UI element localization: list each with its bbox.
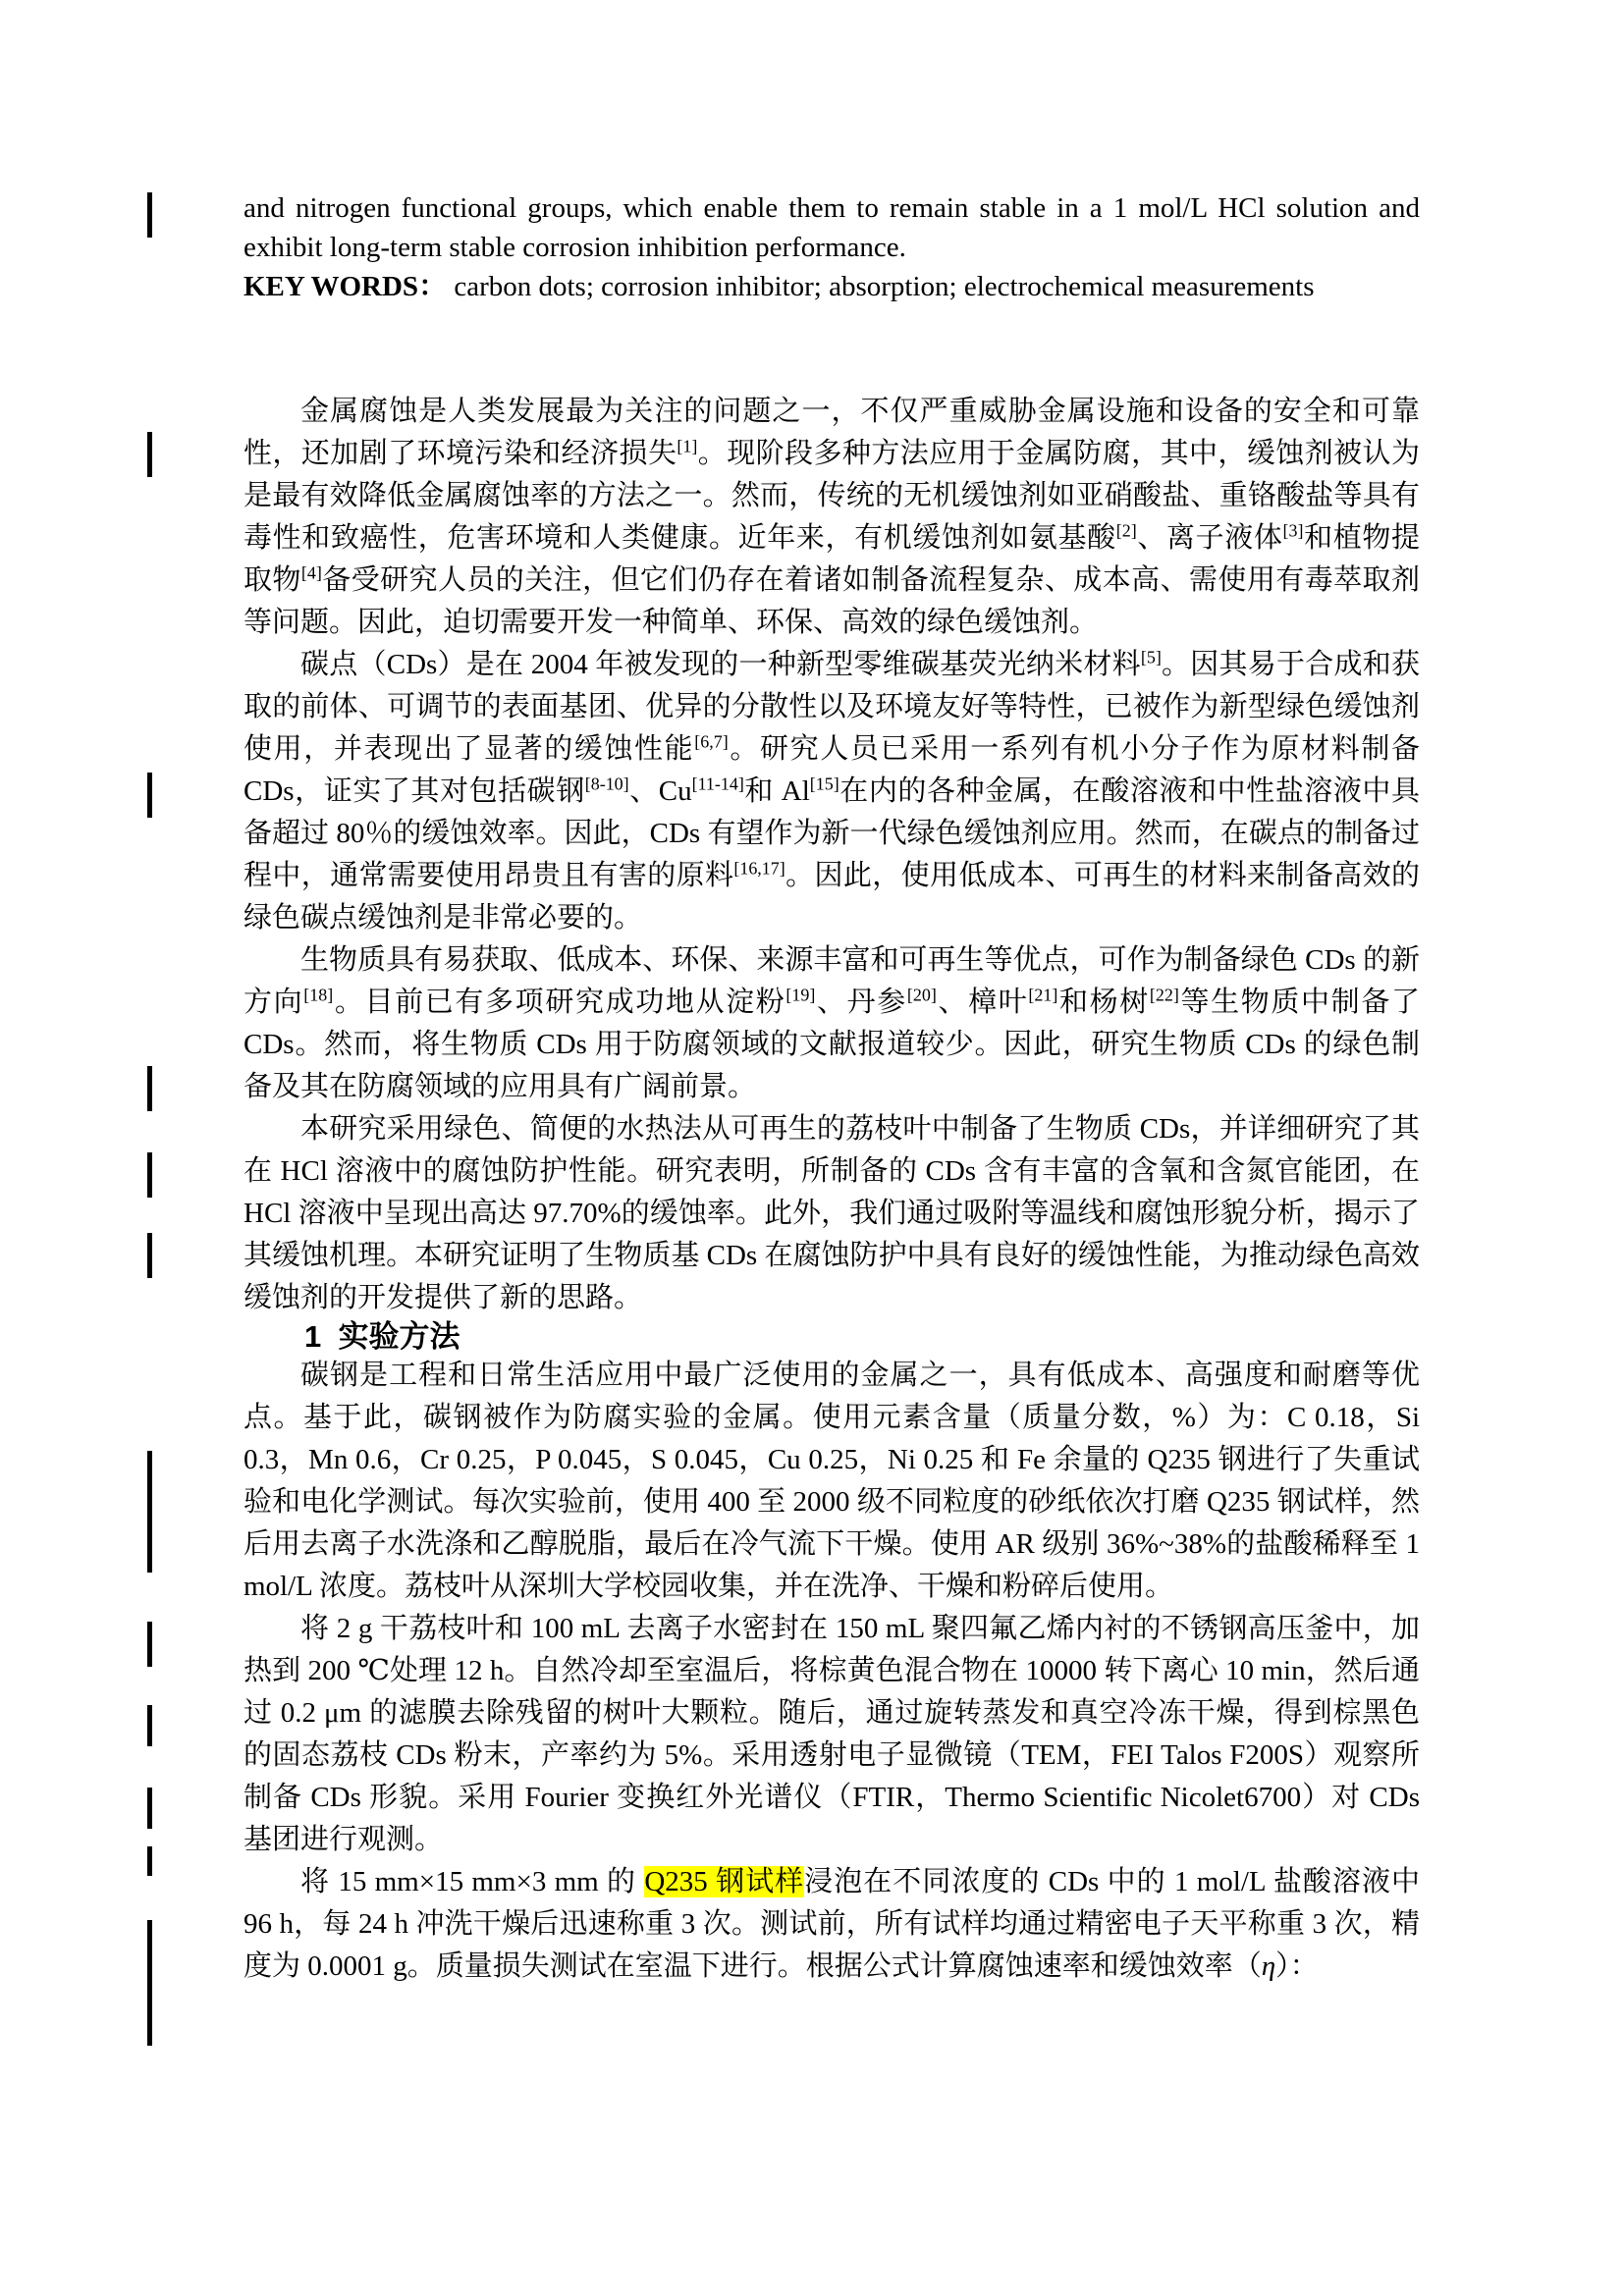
change-bar xyxy=(147,1233,152,1278)
paragraph-methods-1: 碳钢是工程和日常生活应用中最广泛使用的金属之一，具有低成本、高强度和耐磨等优点。基于此，碳钢被作为防腐实验的金属。使用元素含量（质量分数，%）为：C 0.18，Si 0.3，Mn 0.6，Cr 0.25，P 0.045，S 0.045，Cu 0.25，Ni 0.25 和 Fe 余量的 Q235 钢进行了失重试验和电化学测试。每次实验前，使用 400 至 2000 级不同粒度的砂纸依次打磨 Q235 钢试样，然后用去离子水洗涤和乙醇脱脂，最后在冷气流下干燥。使用 AR 级别 36%~38%的盐酸稀释至 1 mol/L 浓度。荔枝叶从深圳大学校园收集，并在洗净、干燥和粉碎后使用。 xyxy=(244,1360,1420,1602)
change-bar xyxy=(147,1066,152,1111)
keywords-text: carbon dots; corrosion inhibitor; absorption; electrochemical measurements xyxy=(454,271,1315,302)
citation-ref: [20] xyxy=(906,985,937,1005)
change-bar xyxy=(147,773,152,818)
paragraph-intro-2: 碳点（CDs）是在 2004 年被发现的一种新型零维碳基荧光纳米材料[5]。因其易于合成和获取的前体、可调节的表面基团、优异的分散性以及环境友好等特性，已被作为新型绿色缓蚀剂使用，并表现出了显著的缓蚀性能[6,7]。研究人员已采用一系列有机小分子作为原材料制备 CDs，证实了其对包括碳钢[8-10]、Cu[11-14]和 Al[15]在内的各种金属，在酸溶液和中性盐溶液中具备超过 80％的缓蚀效率。因此，CDs 有望作为新一代绿色缓蚀剂应用。然而，在碳点的制备过程中，通常需要使用昂贵且有害的原料[16,17]。因此，使用低成本、可再生的材料来制备高效的绿色碳点缓蚀剂是非常必要的。 xyxy=(244,647,1420,934)
change-bar xyxy=(147,1622,152,1667)
paragraph-methods-2: 将 2 g 干荔枝叶和 100 mL 去离子水密封在 150 mL 聚四氟乙烯内衬的不锈钢高压釜中，加热到 200 ℃处理 12 h。自然冷却至室温后，将棕黄色混合物在 10000 转下离心 10 min，然后通过 0.2 μm 的滤膜去除残留的树叶大颗粒。随后，通过旋转蒸发和真空冷冻干燥，得到棕黑色的固态荔枝 CDs 粉末，产率约为 5%。采用透射电子显微镜（TEM，FEI Talos F200S）观察所制备 CDs 形貌。采用 Fourier 变换红外光谱仪（FTIR，Thermo Scientific Nicolet6700）对 CDs 基团进行观测。 xyxy=(244,1613,1420,1855)
abstract-tail-text: and nitrogen functional groups, which enable them to remain stable in a 1 mol/L HCl solution and exhibit long-term stable corrosion inhibition performance. xyxy=(244,192,1420,263)
keywords-line xyxy=(244,267,1420,306)
citation-ref: [6,7] xyxy=(694,731,729,752)
paragraph-intro-4: 本研究采用绿色、简便的水热法从可再生的荔枝叶中制备了生物质 CDs，并详细研究了其在 HCl 溶液中的腐蚀防护性能。研究表明，所制备的 CDs 含有丰富的含氧和含氮官能团，在 HCl 溶液中呈现出高达 97.70%的缓蚀率。此外，我们通过吸附等温线和腐蚀形貌分析，揭示了其缓蚀机理。本研究证明了生物质基 CDs 在腐蚀防护中具有良好的缓蚀性能，为推动绿色高效缓蚀剂的开发提供了新的思路。 xyxy=(244,1113,1420,1313)
paragraph-methods-3: 将 15 mm×15 mm×3 mm 的 Q235 钢试样浸泡在不同浓度的 CDs 中的 1 mol/L 盐酸溶液中 96 h，每 24 h 冲洗干燥后迅速称重 3 次。测试前，所有试样均通过精密电子天平称重 3 次，精度为 0.0001 g。质量损失测试在室温下进行。根据公式计算腐蚀速率和缓蚀效率（η）： xyxy=(244,1866,1420,1982)
citation-ref: [2] xyxy=(1115,520,1137,541)
highlighted-text: Q235 钢试样 xyxy=(644,1866,805,1897)
citation-ref: [4] xyxy=(300,562,322,583)
change-bar xyxy=(147,432,152,477)
page-content xyxy=(244,188,1420,1988)
citation-ref: [19] xyxy=(785,985,816,1005)
change-bar xyxy=(147,1152,152,1198)
citation-ref: [11-14] xyxy=(691,774,744,794)
citation-ref: [5] xyxy=(1140,647,1162,667)
citation-ref: [1] xyxy=(677,436,698,456)
paragraph-intro-1: 金属腐蚀是人类发展最为关注的问题之一，不仅严重威胁金属设施和设备的安全和可靠性，还加剧了环境污染和经济损失[1]。现阶段多种方法应用于金属防腐，其中，缓蚀剂被认为是最有效降低金属腐蚀率的方法之一。然而，传统的无机缓蚀剂如亚硝酸盐、重铬酸盐等具有毒性和致癌性，危害环境和人类健康。近年来，有机缓蚀剂如氨基酸[2]、离子液体[3]和植物提取物[4]备受研究人员的关注，但它们仍存在着诸如制备流程复杂、成本高、需使用有毒萃取剂等问题。因此，迫切需要开发一种简单、环保、高效的绿色缓蚀剂。 xyxy=(244,396,1420,638)
citation-ref: [18] xyxy=(303,985,334,1005)
abstract-english xyxy=(244,188,1420,306)
citation-ref: [22] xyxy=(1149,985,1179,1005)
citation-ref: [21] xyxy=(1028,985,1058,1005)
change-bar xyxy=(147,1705,152,1746)
section-heading-methods: 1 实验方法 xyxy=(304,1319,460,1354)
citation-ref: [16,17] xyxy=(733,858,785,879)
change-bar xyxy=(147,1451,152,1573)
change-bar xyxy=(147,1846,152,1876)
paragraph-intro-3: 生物质具有易获取、低成本、环保、来源丰富和可再生等优点，可作为制备绿色 CDs 的新方向[18]。目前已有多项研究成功地从淀粉[19]、丹参[20]、樟叶[21]和杨树[22]等生物质中制备了 CDs。然而，将生物质 CDs 用于防腐领域的文献报道较少。因此，研究生物质 CDs 的绿色制备及其在防腐领域的应用具有广阔前景。 xyxy=(244,944,1420,1102)
keywords-label: KEY WORDS： xyxy=(244,271,448,302)
body-text xyxy=(244,391,1420,1988)
italic-symbol: η xyxy=(1261,1950,1276,1982)
change-bar xyxy=(147,1920,152,2046)
citation-ref: [15] xyxy=(809,774,839,794)
citation-ref: [3] xyxy=(1282,520,1304,541)
citation-ref: [8-10] xyxy=(584,774,629,794)
change-bar xyxy=(147,192,152,238)
change-bar xyxy=(147,1788,152,1829)
